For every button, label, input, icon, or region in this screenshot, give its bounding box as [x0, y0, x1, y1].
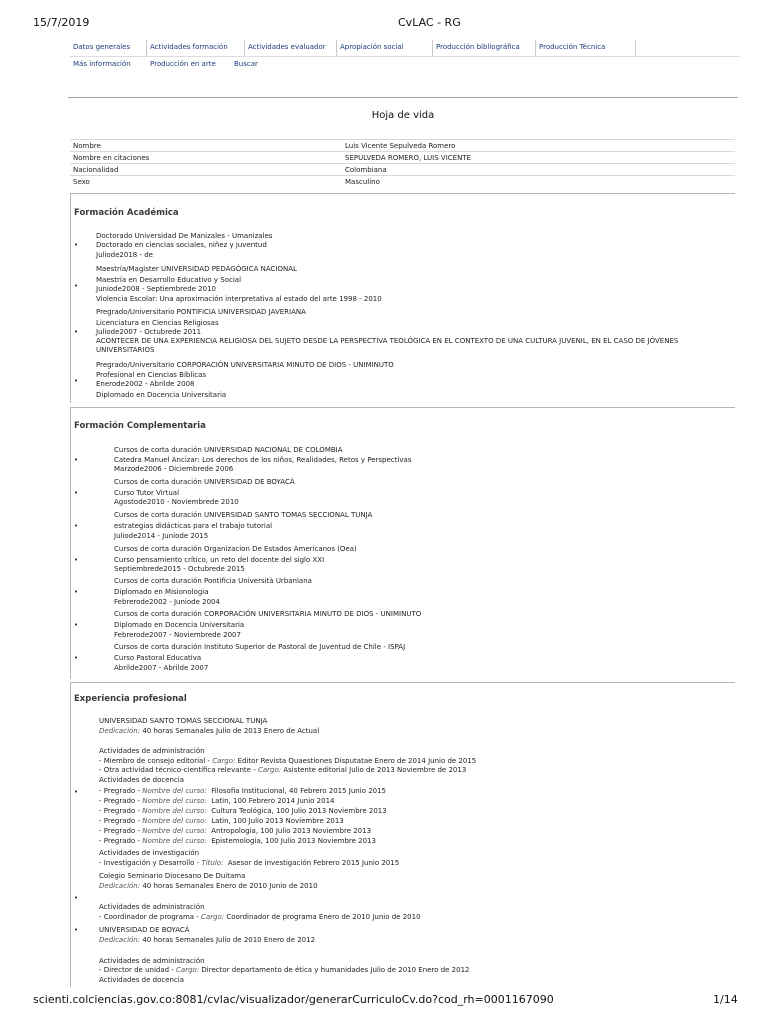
course-level: - Pregrado -: [99, 797, 143, 805]
fa-line: Maestría en Desarrollo Educativo y Social: [96, 276, 242, 284]
fa-line: Pregrado/Universitario CORPORACIÓN UNIVERSITARIA MINUTO DE DIOS - UNIMINUTO: [96, 361, 394, 369]
menu-produccion-arte[interactable]: Producción en arte: [150, 60, 216, 68]
fc-line: Cursos de corta duración UNIVERSIDAD DE BOYACÁ: [114, 478, 295, 486]
bullet-icon: •: [74, 621, 79, 629]
fa-line: Enerode2002 - Abrilde 2008: [96, 380, 195, 388]
fa-line: ACONTECER DE UNA EXPERIENCIA RELIGIOSA DEL SUJETO DESDE LA PERSPECTIVA TEOLÓGICA EN EL CONTEXTO DE UNA CULTURA JUVENIL, EN EL CASO DE JÓVENES UNIVERSITARIOS: [96, 337, 679, 354]
titulo-label: Título:: [201, 859, 224, 867]
bullet-icon: •: [74, 328, 79, 336]
admin-label: Actividades de administración: [99, 747, 205, 755]
label-sexo: Sexo: [70, 176, 342, 188]
course-level: - Pregrado -: [99, 827, 143, 835]
admin-detail: Director departamento de ética y humanidades Julio de 2010 Enero de 2012: [201, 966, 470, 974]
admin-detail: Asistente editorial Julio de 2013 Noviembre de 2013: [283, 766, 467, 774]
bullet-icon: •: [74, 556, 79, 564]
fc-line: Febrerode2007 - Noviembrede 2007: [114, 631, 241, 639]
formacion-academica-title: Formación Académica: [74, 208, 179, 218]
bullet-icon: •: [74, 489, 79, 497]
admin-type: - Otra actividad técnico-científica relevante -: [99, 766, 258, 774]
cargo-label: Cargo:: [176, 966, 200, 974]
menu-apropiacion-social[interactable]: Apropiación social: [337, 40, 433, 56]
fc-line: Cursos de corta duración UNIVERSIDAD NACIONAL DE COLOMBIA: [114, 446, 343, 454]
course-detail: Latin, 100 Febrero 2014 Junio 2014: [211, 797, 335, 805]
course-detail: Epistemologia, 100 Julio 2013 Noviembre 2013: [211, 837, 376, 845]
curso-label: Nombre del curso:: [142, 817, 207, 825]
fc-line: estrategias didácticas para el trabajo tutorial: [114, 522, 273, 530]
fc-line: Cursos de corta duración Pontificia Università Urbaniana: [114, 577, 312, 585]
admin-detail: Editor Revista Quaestiones Disputatae Enero de 2014 Junio de 2015: [237, 757, 477, 765]
fc-line: Febrerode2002 - Juniode 2004: [114, 598, 220, 606]
print-url: scienti.colciencias.gov.co:8081/cvlac/visualizador/generarCurriculoCv.do?cod_rh=0001167090: [33, 993, 554, 1006]
admin-type: - Director de unidad -: [99, 966, 177, 974]
label-nombre: Nombre: [70, 140, 342, 152]
curso-label: Nombre del curso:: [142, 807, 207, 815]
dedication-label: Dedicación:: [99, 936, 141, 944]
fa-line: Juliode2007 - Octubrede 2011: [96, 328, 202, 336]
bullet-icon: •: [74, 377, 79, 385]
dedication-value: 40 horas Semanales Julio de 2010 Enero de 2012: [142, 936, 316, 944]
course-item: [99, 797, 334, 806]
bullet-icon: •: [74, 522, 79, 530]
course-item: [99, 787, 386, 796]
bullet-icon: •: [74, 456, 79, 464]
course-item: [99, 827, 371, 836]
dedication-line: [99, 936, 315, 945]
bullet-icon: •: [74, 894, 79, 902]
print-title: CvLAC - RG: [398, 16, 461, 29]
course-level: - Pregrado -: [99, 807, 143, 815]
course-detail: Antropologia, 100 Julio 2013 Noviembre 2013: [211, 827, 372, 835]
bullet-icon: •: [74, 241, 79, 249]
institution-name: UNIVERSIDAD SANTO TOMAS SECCIONAL TUNJA: [99, 717, 268, 725]
curso-label: Nombre del curso:: [142, 837, 207, 845]
fc-line: Cursos de corta duración CORPORACIÓN UNIVERSITARIA MINUTO DE DIOS - UNIMINUTO: [114, 610, 422, 618]
admin-type: - Miembro de consejo editorial -: [99, 757, 213, 765]
dedication-label: Dedicación:: [99, 727, 141, 735]
fc-line: Abrilde2007 - Abrilde 2007: [114, 664, 209, 672]
curso-label: Nombre del curso:: [142, 787, 207, 795]
table-row: [70, 176, 735, 188]
admin-item: [99, 966, 470, 975]
label-citaciones: Nombre en citaciones: [70, 152, 342, 164]
menu-mas-informacion[interactable]: Más información: [73, 60, 131, 68]
page-number: 1/14: [713, 993, 738, 1006]
course-detail: Cultura Teológica, 100 Julio 2013 Noviembre 2013: [211, 807, 387, 815]
admin-label: Actividades de administración: [99, 903, 205, 911]
menu-produccion-tecnica[interactable]: Producción Técnica: [536, 40, 636, 56]
admin-type: - Coordinador de programa -: [99, 913, 202, 921]
menu-produccion-bibliografica[interactable]: Producción bibliográfica: [433, 40, 536, 56]
fc-line: Cursos de corta duración Organizacion De Estados Americanos (Oea): [114, 545, 357, 553]
bullet-icon: •: [74, 788, 79, 796]
fa-line: Licenciatura en Ciencias Religiosas: [96, 319, 219, 327]
fa-line: Juniode2008 - Septiembrede 2010: [96, 285, 216, 293]
dedication-value: 40 horas Semanales Julio de 2013 Enero de Actual: [142, 727, 320, 735]
investigacion-detail: Asesor de investigación Febrero 2015 Junio 2015: [227, 859, 400, 867]
value-nacionalidad: Colombiana: [342, 164, 735, 176]
fc-line: Septiembrede2015 - Octubrede 2015: [114, 565, 245, 573]
curso-label: Nombre del curso:: [142, 827, 207, 835]
fc-line: Curso pensamiento crítico, un reto del docente del siglo XXI: [114, 556, 325, 564]
dedication-line: [99, 727, 319, 736]
fa-line: Diplomado en Docencia Universitaria: [96, 391, 227, 399]
fc-line: Cursos de corta duración Instituto Superior de Pastoral de Juventud de Chile - ISPAJ: [114, 643, 406, 651]
fa-line: Maestría/Magister UNIVERSIDAD PEDAGÓGICA NACIONAL: [96, 265, 297, 273]
fc-line: Juliode2014 - Juniode 2015: [114, 532, 209, 540]
curso-label: Nombre del curso:: [142, 797, 207, 805]
value-sexo: Masculino: [342, 176, 735, 188]
bullet-icon: •: [74, 654, 79, 662]
admin-item: [99, 757, 476, 766]
admin-item: [99, 913, 421, 922]
fa-line: Juliode2018 - de: [96, 251, 153, 259]
table-row: [70, 140, 735, 152]
fa-line: Doctorado Universidad De Manizales - Umanizales: [96, 232, 273, 240]
institution-name: UNIVERSIDAD DE BOYACÁ: [99, 926, 190, 934]
fa-line: Violencia Escolar: Una aproximación interpretativa al estado del arte 1998 - 2010: [96, 295, 382, 303]
dedication-line: [99, 882, 318, 891]
value-citaciones: SEPULVEDA ROMERO, LUIS VICENTE: [342, 152, 735, 164]
menu-row-1: [70, 40, 740, 57]
menu-row-2: [70, 57, 740, 73]
value-nombre: Luis Vicente Sepulveda Romero: [342, 140, 735, 152]
fa-line: Doctorado en ciencias sociales, niñez y juventud: [96, 241, 267, 249]
fc-line: Catedra Manuel Ancizar: Los derechos de los niños, Realidades, Retos y Perspectivas: [114, 456, 412, 464]
admin-label: Actividades de administración: [99, 957, 205, 965]
admin-detail: Coordinador de programa Enero de 2010 Junio de 2010: [226, 913, 421, 921]
fa-line: Profesional en Ciencias Bíblicas: [96, 371, 207, 379]
course-item: [99, 837, 376, 846]
course-level: - Pregrado -: [99, 787, 143, 795]
experiencia-title: Experiencia profesional: [74, 694, 187, 704]
course-item: [99, 817, 344, 826]
print-date: 15/7/2019: [33, 16, 90, 29]
cargo-label: Cargo:: [212, 757, 236, 765]
label-nacionalidad: Nacionalidad: [70, 164, 342, 176]
fa-line: Pregrado/Universitario PONTIFICIA UNIVERSIDAD JAVERIANA: [96, 308, 306, 316]
fc-line: Diplomado en Docencia Universitaria: [114, 621, 245, 629]
cargo-label: Cargo:: [257, 766, 282, 774]
main-menu: [70, 40, 740, 73]
docencia-label: Actividades de docencia: [99, 976, 185, 984]
course-item: [99, 807, 387, 816]
dedication-value: 40 horas Semanales Enero de 2010 Junio de 2010: [142, 882, 318, 890]
fc-line: Curso Pastoral Educativa: [114, 654, 202, 662]
menu-actividades-formacion[interactable]: Actividades formación: [147, 40, 245, 56]
institution-name: Colegio Seminario Diocesano De Duitama: [99, 872, 246, 880]
formacion-complementaria-title: Formación Complementaria: [74, 421, 206, 431]
investigacion-label: Actividades de investigación: [99, 849, 200, 857]
menu-buscar[interactable]: Buscar: [234, 60, 258, 68]
bullet-icon: •: [74, 282, 79, 290]
admin-item: [99, 766, 466, 775]
menu-actividades-evaluador[interactable]: Actividades evaluador: [245, 40, 337, 56]
course-detail: Latin, 100 Julio 2013 Noviembre 2013: [211, 817, 344, 825]
personal-data-table: [70, 139, 735, 187]
table-row: [70, 152, 735, 164]
docencia-label: Actividades de docencia: [99, 776, 185, 784]
bullet-icon: •: [74, 588, 79, 596]
header-divider: [68, 97, 738, 98]
course-level: - Pregrado -: [99, 817, 143, 825]
fc-line: Cursos de corta duración UNIVERSIDAD SANTO TOMAS SECCIONAL TUNJA: [114, 511, 373, 519]
investigacion-type: - Investigación y Desarrollo -: [99, 859, 202, 867]
cargo-label: Cargo:: [201, 913, 225, 921]
dedication-label: Dedicación:: [99, 882, 141, 890]
page-title: Hoja de vida: [371, 110, 435, 121]
fc-line: Curso Tutor Virtual: [114, 489, 180, 497]
course-level: - Pregrado -: [99, 837, 143, 845]
fc-line: Agostode2010 - Noviembrede 2010: [114, 498, 239, 506]
course-detail: Filosofia Institucional, 40 Febrero 2015 Junio 2015: [211, 787, 387, 795]
fc-line: Marzode2006 - Diciembrede 2006: [114, 465, 234, 473]
table-row: [70, 164, 735, 176]
investigacion-item: [99, 859, 399, 868]
menu-datos-generales[interactable]: Datos generales: [70, 40, 147, 56]
fc-line: Diplomado en Misionologia: [114, 588, 209, 596]
bullet-icon: •: [74, 926, 79, 934]
